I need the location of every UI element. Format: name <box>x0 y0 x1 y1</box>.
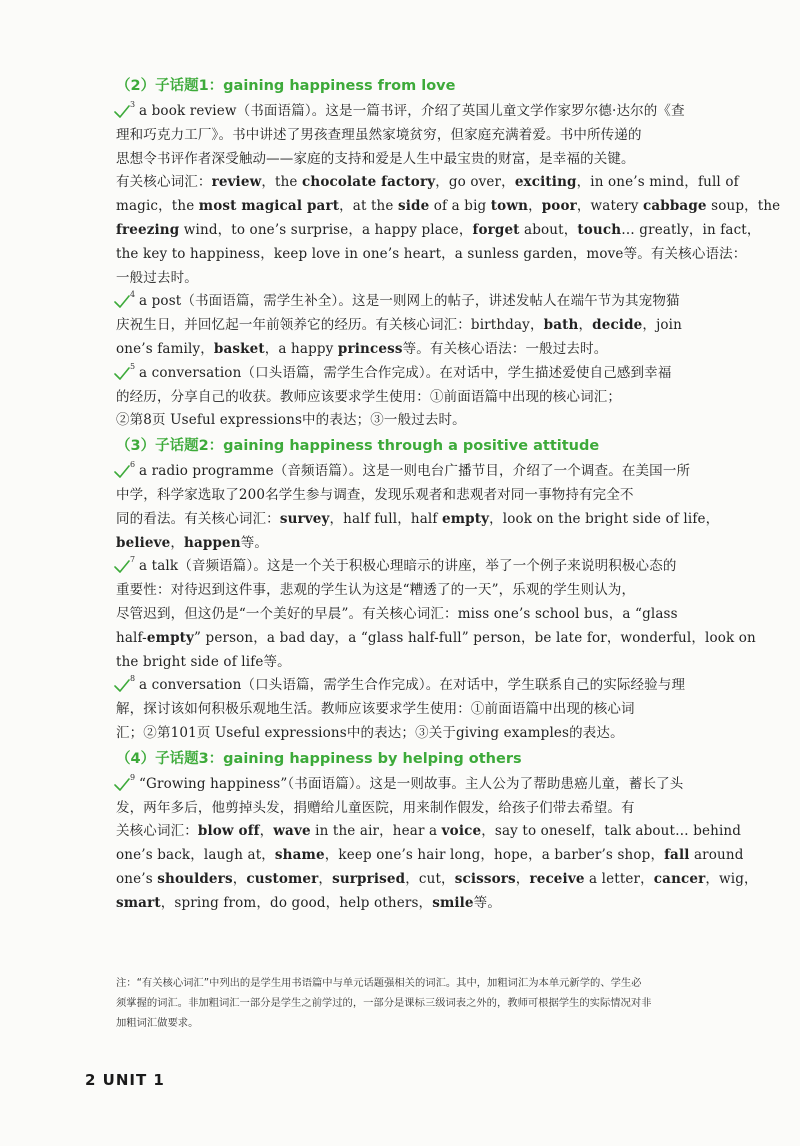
text-line: one’s shoulders，customer，surprised，cut，scissors，receive a letter，cancer，wig， <box>116 870 758 887</box>
subtopic-heading: （4）子话题3：gaining happiness by helping others <box>116 750 522 767</box>
footnote-line: 须掌握的词汇。非加粗词汇一部分是学生之前学过的，一部分是课标三级词表之外的，教师可根据学生的实际情况对非 <box>116 997 652 1009</box>
text-line: ②第8页 Useful expressions中的表达；③一般过去时。 <box>116 412 466 429</box>
text-line: “Growing happiness”（书面语篇）。这是一则故事。主人公为了帮助患癌儿童，蓄长了头 <box>139 775 684 792</box>
text-item <box>116 290 710 361</box>
text-line: 发，两年多后，他剪掉头发，捐赠给儿童医院，用来制作假发，给孩子们带去希望。有 <box>116 799 635 816</box>
text-line: 中学，科学家选取了200名学生参与调查，发现乐观者和悲观者对同一事物持有完全不 <box>116 486 634 503</box>
text-line: 尽管迟到，但这仍是“一个美好的早晨”。有关核心词汇：miss one’s school bus，a “glass <box>116 605 678 622</box>
text-line: 汇；②第101页 Useful expressions中的表达；③关于giving examples的表达。 <box>116 724 624 741</box>
text-line: magic，the most magical part，at the side of a big town，poor，watery cabbage soup，the <box>116 198 781 215</box>
item-number: 5 <box>130 361 136 371</box>
text-item <box>116 674 710 745</box>
check-icon <box>114 465 130 479</box>
text-line: freezing wind，to one’s surprise，a happy place，forget about，touch… greatly，in fact， <box>116 221 761 238</box>
text-item <box>116 460 720 555</box>
text-line: 有关核心词汇：review，the chocolate factory，go over，exciting，in one’s mind，full of <box>116 174 739 191</box>
text-line: smart，spring from，do good，help others，smile等。 <box>116 894 501 911</box>
text-item <box>116 772 758 916</box>
subtopic-heading: （2）子话题1：gaining happiness from love <box>116 78 456 94</box>
text-line: one’s family，basket，a happy princess等。有关核心语法：一般过去时。 <box>116 340 608 357</box>
check-icon <box>114 295 130 309</box>
subtopic-heading: （3）子话题2：gaining happiness through a positive attitude <box>116 438 600 455</box>
check-icon <box>114 560 130 574</box>
item-number: 9 <box>130 772 136 782</box>
page-footer: 2 UNIT 1 <box>85 1071 165 1089</box>
text-line: the key to happiness，keep love in one’s heart，a sunless garden，move等。有关核心语法： <box>116 245 747 262</box>
footnote <box>116 973 710 1033</box>
text-line: one’s back，laugh at，shame，keep one’s hair long，hope，a barber’s shop，fall around <box>116 847 744 864</box>
text-item <box>116 100 781 290</box>
check-icon <box>114 105 130 119</box>
text-line: 一般过去时。 <box>116 269 198 286</box>
text-item <box>116 362 710 433</box>
item-number: 3 <box>130 100 136 109</box>
text-line: the bright side of life等。 <box>116 653 291 670</box>
page-content <box>116 73 781 916</box>
text-line: 重要性：对待迟到这件事，悲观的学生认为这是“糟透了的一天”，乐观的学生则认为， <box>116 582 636 599</box>
footnote-line: 注：“有关核心词汇”中列出的是学生用书语篇中与单元话题强相关的词汇。其中，加粗词汇为本单元新学的、学生必 <box>116 977 642 989</box>
text-line: 关核心词汇：blow off，wave in the air，hear a voice，say to oneself，talk about… behind <box>116 823 742 840</box>
text-line: 思想令书评作者深受触动——家庭的支持和爱是人生中最宝贵的财富，是幸福的关键。 <box>116 150 635 167</box>
text-line: 的经历，分享自己的收获。教师应该要求学生使用：①前面语篇中出现的核心词汇； <box>116 388 622 405</box>
item-number: 4 <box>130 290 136 300</box>
text-line: half-empty” person，a bad day，a “glass half-full” person，be late for，wonderful，look on <box>116 629 756 646</box>
text-line: 庆祝生日，并回忆起一年前领养它的经历。有关核心词汇：birthday，bath，decide，join <box>116 317 682 334</box>
item-number: 7 <box>130 555 136 565</box>
text-line: a talk（音频语篇）。这是一个关于积极心理暗示的讲座，举了一个例子来说明积极心态的 <box>139 558 677 575</box>
footnote-line: 加粗词汇做要求。 <box>116 1017 199 1029</box>
text-line: 同的看法。有关核心词汇：survey，half full，half empty，look on the bright side of life， <box>116 510 720 527</box>
check-icon <box>114 679 130 693</box>
text-line: 解，探讨该如何积极乐观地生活。教师应该要求学生使用：①前面语篇中出现的核心词 <box>116 701 635 718</box>
text-line: believe，happen等。 <box>116 534 269 551</box>
text-line: a conversation（口头语篇，需学生合作完成）。在对话中，学生联系自己的实际经验与理 <box>139 677 686 694</box>
item-number: 8 <box>130 674 136 684</box>
text-item <box>116 555 756 674</box>
check-icon <box>114 367 130 381</box>
check-icon <box>114 778 130 792</box>
text-line: a book review（书面语篇）。这是一篇书评，介绍了英国儿童文学作家罗尔德·达尔的《查 <box>139 103 685 119</box>
text-line: a conversation（口头语篇，需学生合作完成）。在对话中，学生描述爱使自己感到幸福 <box>139 364 672 381</box>
text-line: 理和巧克力工厂》。书中讲述了男孩查理虽然家境贫穷，但家庭充满着爱。书中所传递的 <box>116 126 642 143</box>
text-line: a post（书面语篇，需学生补全）。这是一则网上的帖子，讲述发帖人在端午节为其宠物猫 <box>139 293 680 310</box>
text-line: a radio programme（音频语篇）。这是一则电台广播节目，介绍了一个调查。在美国一所 <box>139 463 691 480</box>
item-number: 6 <box>130 460 136 470</box>
